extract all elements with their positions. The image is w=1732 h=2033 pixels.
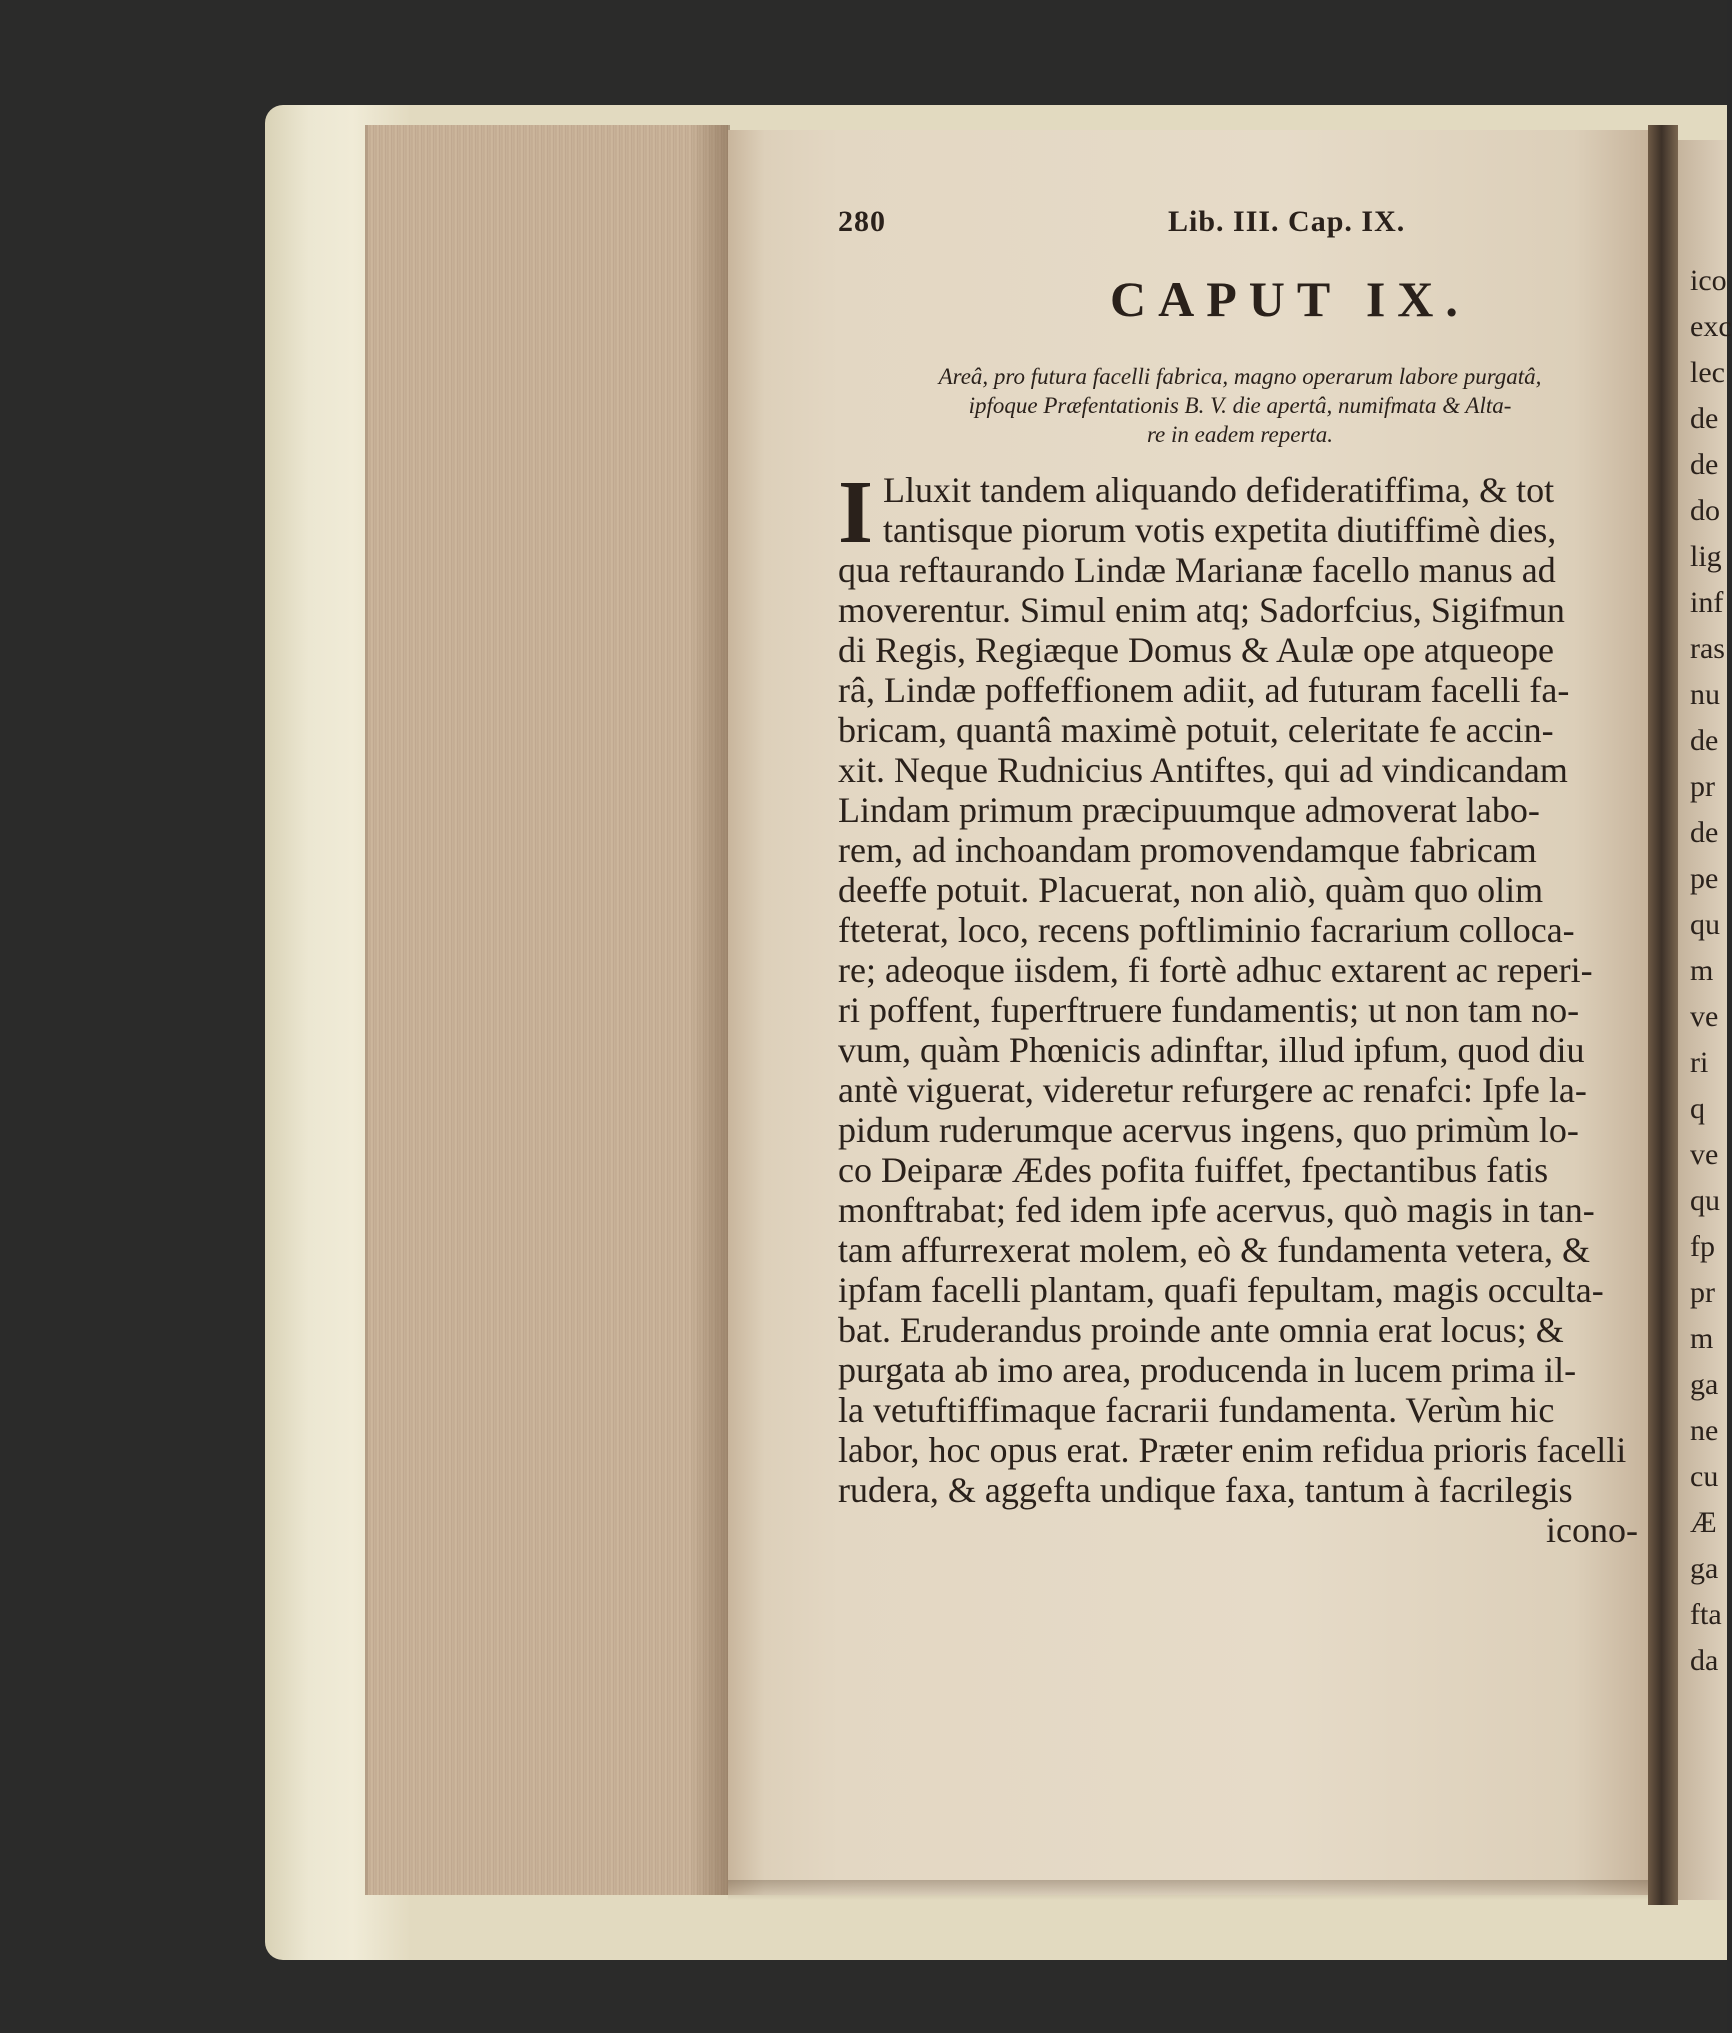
drop-cap: I	[838, 463, 874, 562]
page-edges	[365, 125, 728, 1895]
body-line: co Deiparæ Ædes pofita fuiffet, fpectantibus fatis	[838, 1150, 1549, 1190]
body-line: ipfam facelli plantam, quafi fepultam, magis occulta-	[838, 1270, 1604, 1310]
right-page-fragment-line: fta	[1690, 1598, 1722, 1631]
right-page-fragment-line: pe	[1690, 862, 1719, 895]
body-line: râ, Lindæ poffeffionem adiit, ad futuram facelli fa-	[838, 670, 1570, 710]
right-page-fragment-line: de	[1690, 724, 1719, 757]
summary-line: ipfoque Præfentationis B. V. die apertâ, numifmata & Alta-	[968, 393, 1512, 418]
summary-line: Areâ, pro futura facelli fabrica, magno operarum labore purgatâ,	[938, 364, 1542, 389]
chapter-summary	[840, 362, 1640, 449]
body-line: Lluxit tandem aliquando defideratiffima, & tot	[883, 470, 1555, 510]
right-page-fragment-line: pr	[1690, 1276, 1715, 1309]
right-page-fragment-line: lig	[1690, 540, 1722, 573]
body-line: la vetuftiffimaque facrarii fundamenta. Verùm hic	[838, 1390, 1555, 1430]
right-page-fragment-line: pr	[1690, 770, 1715, 803]
right-page-fragment-line: ri	[1690, 1046, 1709, 1079]
body-line: xit. Neque Rudnicius Antiftes, qui ad vindicandam	[838, 750, 1568, 790]
right-page-fragment-line: qu	[1690, 908, 1720, 941]
body-line: tantisque piorum votis expetita diutiffimè dies,	[883, 510, 1557, 550]
right-page-fragment-line: inf	[1690, 586, 1724, 619]
right-page-fragment-line: ve	[1690, 1000, 1719, 1033]
body-line: re; adeoque iisdem, fi fortè adhuc extarent ac reperi-	[838, 950, 1593, 990]
body-line: rem, ad inchoandam promovendamque fabricam	[838, 830, 1537, 870]
catchword: icono-	[1546, 1510, 1638, 1550]
right-page-fragment-line: da	[1690, 1644, 1719, 1677]
page-bottom-shadow	[728, 1880, 1648, 1900]
right-page-fragment-line: ico	[1690, 264, 1727, 297]
running-head	[838, 205, 1418, 245]
right-page-fragment-line: nu	[1690, 678, 1720, 711]
chapter-title: CAPUT IX.	[1110, 271, 1470, 327]
body-line: di Regis, Regiæque Domus & Aulæ ope atqueope	[838, 630, 1554, 670]
body-line: pidum ruderumque acervus ingens, quo primùm lo-	[838, 1110, 1579, 1150]
body-line: monftrabat; fed idem ipfe acervus, quò magis in tan-	[838, 1190, 1595, 1230]
body-line: ri poffent, fuperftruere fundamentis; ut non tam no-	[838, 990, 1580, 1030]
page-edge-shadow	[690, 125, 730, 1895]
right-page-fragment-line: de	[1690, 402, 1719, 435]
body-line: purgata ab imo area, producenda in lucem prima il-	[838, 1350, 1577, 1390]
body-line: tam affurrexerat molem, eò & fundamenta vetera, &	[838, 1230, 1591, 1270]
right-page-fragment-line: de	[1690, 816, 1719, 849]
right-page-fragment-line: fp	[1690, 1230, 1715, 1263]
summary-line: re in eadem reperta.	[1146, 422, 1334, 447]
body-line: Lindam primum præcipuumque admoverat labo-	[838, 790, 1540, 830]
right-page-fragment-line: do	[1690, 494, 1720, 527]
right-page-fragment-line: de	[1690, 448, 1719, 481]
body-line: rudera, & aggefta undique faxa, tantum à facrilegis	[838, 1470, 1573, 1510]
right-page-fragment-line: m	[1690, 1322, 1714, 1355]
right-page-fragment-line: m	[1690, 954, 1714, 987]
body-text	[838, 463, 1638, 1550]
body-line: bat. Eruderandus proinde ante omnia erat locus; &	[838, 1310, 1564, 1350]
right-page-fragment-line: exc	[1690, 310, 1732, 343]
body-line: bricam, quantâ maximè potuit, celeritate fe accin-	[838, 710, 1554, 750]
folio-number: 280	[838, 205, 886, 238]
right-page-fragment-line: ras	[1690, 632, 1725, 665]
body-line: fteterat, loco, recens poftliminio facrarium colloca-	[838, 910, 1575, 950]
body-line: moverentur. Simul enim atq; Sadorfcius, Sigifmun	[838, 590, 1565, 630]
right-page-fragment-line: ve	[1690, 1138, 1719, 1171]
right-page-fragment-line: Æ	[1690, 1506, 1717, 1539]
right-page-fragment-line: cu	[1690, 1460, 1719, 1493]
right-page-fragment-line: ga	[1690, 1552, 1719, 1585]
body-line: qua reftaurando Lindæ Marianæ facello manus ad	[838, 550, 1556, 590]
right-page-fragment-line: ga	[1690, 1368, 1719, 1401]
body-line: antè viguerat, videretur refurgere ac renafci: Ipfe la-	[838, 1070, 1587, 1110]
book-gutter	[1648, 125, 1678, 1905]
running-head-title: Lib. III. Cap. IX.	[1168, 205, 1406, 238]
right-page-fragment-line: qu	[1690, 1184, 1720, 1217]
right-page-fragment-line: q	[1690, 1092, 1705, 1125]
body-line: deeffe potuit. Placuerat, non aliò, quàm quo olim	[838, 870, 1544, 910]
body-line: vum, quàm Phœnicis adinftar, illud ipfum, quod diu	[838, 1030, 1585, 1070]
right-page-text	[1690, 258, 1730, 1684]
right-page-fragment-line: lec	[1690, 356, 1725, 389]
body-line: labor, hoc opus erat. Præter enim refidua prioris facelli	[838, 1430, 1627, 1470]
right-page-fragment-line: ne	[1690, 1414, 1719, 1447]
